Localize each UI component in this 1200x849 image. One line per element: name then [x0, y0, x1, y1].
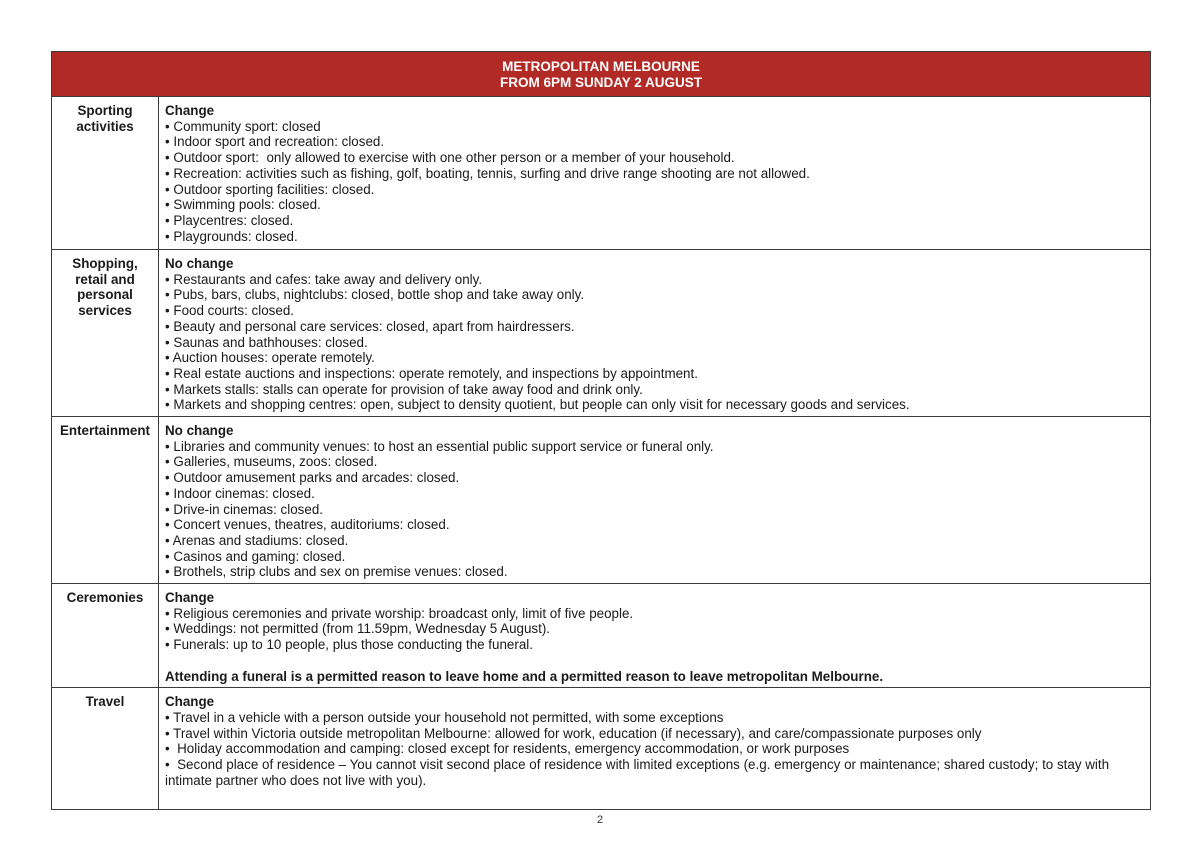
- list-item: • Religious ceremonies and private worship: broadcast only, limit of five people.: [165, 605, 634, 621]
- status-label: Change: [165, 590, 215, 606]
- list-item: • Markets stalls: stalls can operate for provision of take away food and drink only.: [165, 381, 643, 397]
- page-number: 2: [596, 814, 604, 826]
- list-item: • Recreation: activities such as fishing, golf, boating, tennis, surfing and drive range shooting are not allowed.: [165, 165, 810, 181]
- category-cell: [52, 250, 159, 417]
- restrictions-table: [51, 51, 1151, 810]
- list-item: • Playgrounds: closed.: [165, 228, 298, 244]
- list-item: • Outdoor sporting facilities: closed.: [165, 181, 375, 197]
- row-ceremonies: [52, 584, 1151, 688]
- content-cell: [159, 688, 1151, 810]
- list-item: • Community sport: closed: [165, 118, 321, 134]
- list-item: • Indoor cinemas: closed.: [165, 485, 315, 501]
- category-label: Shopping,: [72, 256, 138, 271]
- header-title: METROPOLITAN MELBOURNE: [502, 59, 700, 74]
- category-label: Travel: [85, 694, 125, 710]
- list-item: • Travel within Victoria outside metropolitan Melbourne: allowed for work, education (if necessary), and care/compassionate purposes only: [165, 725, 982, 741]
- row-travel: [52, 688, 1151, 810]
- category-label: Ceremonies: [66, 590, 144, 606]
- status-label: Change: [165, 694, 215, 710]
- list-item: • Indoor sport and recreation: closed.: [165, 134, 385, 150]
- list-item: • Saunas and bathhouses: closed.: [165, 334, 368, 350]
- list-item: • Swimming pools: closed.: [165, 197, 321, 213]
- content-cell: [159, 250, 1151, 417]
- list-item: • Beauty and personal care services: closed, apart from hairdressers.: [165, 318, 575, 334]
- list-item: • Travel in a vehicle with a person outside your household not permitted, with some exceptions: [165, 709, 724, 725]
- row-entertainment: [52, 417, 1151, 584]
- list-item: • Playcentres: closed.: [165, 212, 294, 228]
- status-label: Change: [165, 103, 215, 118]
- list-item: • Food courts: closed.: [165, 303, 294, 319]
- list-item: • Libraries and community venues: to host an essential public support service or funeral only.: [165, 438, 714, 454]
- list-item: • Casinos and gaming: closed.: [165, 548, 346, 564]
- list-item: • Restaurants and cafes: take away and delivery only.: [165, 271, 483, 287]
- header-subtitle: FROM 6PM SUNDAY 2 AUGUST: [499, 75, 703, 90]
- list-item: • Pubs, bars, clubs, nightclubs: closed, bottle shop and take away only.: [165, 287, 585, 303]
- list-item: • Second place of residence – You cannot visit second place of residence with limited exceptions (e.g. emergency or maintenance; shared custody; to stay with intimate partner who does not live with you).: [165, 757, 1113, 788]
- category-cell: [52, 688, 159, 810]
- table-header-row: [52, 52, 1151, 97]
- row-shopping: [52, 250, 1151, 417]
- list-item: • Funerals: up to 10 people, plus those conducting the funeral.: [165, 637, 533, 653]
- content-cell: [159, 97, 1151, 250]
- list-item: • Galleries, museums, zoos: closed.: [165, 454, 378, 470]
- category-cell: [52, 584, 159, 688]
- list-item: • Holiday accommodation and camping: closed except for residents, emergency accommodation, or work purposes: [165, 741, 850, 757]
- category-label: services: [78, 303, 132, 319]
- list-item: • Markets and shopping centres: open, subject to density quotient, but people can only visit for necessary goods and services.: [165, 397, 910, 413]
- status-label: No change: [165, 256, 234, 271]
- content-cell: [159, 417, 1151, 584]
- category-label: Sporting: [77, 103, 133, 118]
- list-item: • Brothels, strip clubs and sex on premise venues: closed.: [165, 564, 508, 580]
- row-sporting: [52, 97, 1151, 250]
- table-header: [52, 52, 1151, 97]
- category-label: activities: [76, 118, 134, 134]
- category-cell: [52, 417, 159, 584]
- list-item: • Outdoor sport: only allowed to exercise with one other person or a member of your household.: [165, 150, 735, 166]
- list-item: • Real estate auctions and inspections: operate remotely, and inspections by appointment.: [165, 365, 698, 381]
- table-body: [52, 97, 1151, 810]
- category-label: personal: [77, 287, 133, 303]
- category-label: Entertainment: [59, 423, 151, 439]
- list-item: • Arenas and stadiums: closed.: [165, 532, 349, 548]
- list-item: • Concert venues, theatres, auditoriums: closed.: [165, 517, 450, 533]
- funeral-note: Attending a funeral is a permitted reason to leave home and a permitted reason to leave metropolitan Melbourne.: [165, 668, 884, 684]
- category-label: retail and: [75, 271, 135, 287]
- list-item: • Outdoor amusement parks and arcades: closed.: [165, 470, 460, 486]
- list-item: • Weddings: not permitted (from 11.59pm, Wednesday 5 August).: [165, 621, 551, 637]
- list-item: • Auction houses: operate remotely.: [165, 350, 375, 366]
- content-cell: [159, 584, 1151, 688]
- status-label: No change: [165, 423, 234, 439]
- list-item: • Drive-in cinemas: closed.: [165, 501, 323, 517]
- category-cell: [52, 97, 159, 250]
